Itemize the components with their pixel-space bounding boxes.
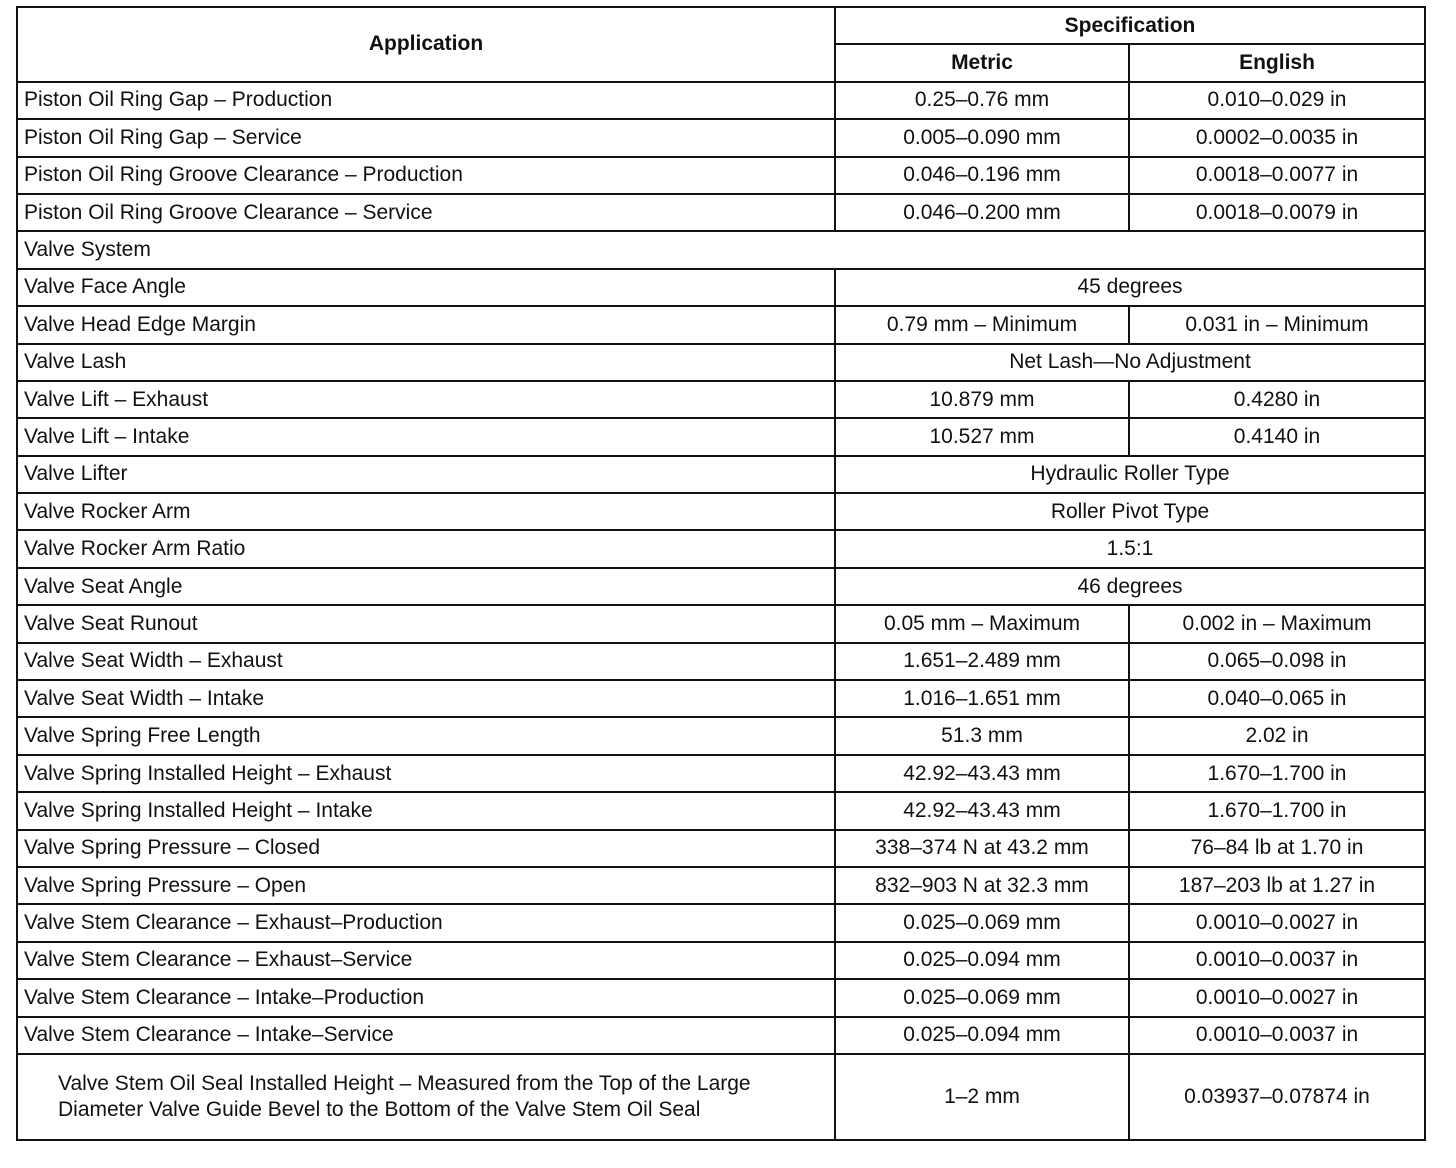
english-cell: 0.03937–0.07874 in (1129, 1054, 1425, 1140)
english-cell: 2.02 in (1129, 717, 1425, 754)
english-cell: 187–203 lb at 1.27 in (1129, 867, 1425, 904)
english-cell: 0.0010–0.0037 in (1129, 942, 1425, 979)
application-cell: Valve Lift – Intake (17, 418, 835, 455)
metric-cell: 0.025–0.069 mm (835, 904, 1129, 941)
metric-cell: 10.527 mm (835, 418, 1129, 455)
combined-spec-cell: Roller Pivot Type (835, 493, 1425, 530)
application-cell: Valve Spring Installed Height – Exhaust (17, 755, 835, 792)
table-row (17, 418, 1425, 455)
application-cell: Valve Seat Width – Exhaust (17, 643, 835, 680)
application-cell: Valve Stem Oil Seal Installed Height – Measured from the Top of the Large Diameter Valve Guide Bevel to the Bottom of the Valve Stem Oil Seal (17, 1054, 835, 1140)
metric-cell: 0.05 mm – Maximum (835, 605, 1129, 642)
application-cell: Valve Lifter (17, 456, 835, 493)
english-cell: 0.0018–0.0079 in (1129, 194, 1425, 231)
combined-spec-cell: 46 degrees (835, 568, 1425, 605)
table-row (17, 979, 1425, 1016)
application-cell: Valve Stem Clearance – Intake–Production (17, 979, 835, 1016)
table-row (17, 792, 1425, 829)
english-cell: 1.670–1.700 in (1129, 755, 1425, 792)
table-row (17, 904, 1425, 941)
metric-cell: 0.046–0.196 mm (835, 157, 1129, 194)
metric-cell: 832–903 N at 32.3 mm (835, 867, 1129, 904)
english-cell: 0.040–0.065 in (1129, 680, 1425, 717)
english-cell: 0.031 in – Minimum (1129, 306, 1425, 343)
specification-header: Specification (835, 7, 1425, 44)
metric-cell: 42.92–43.43 mm (835, 792, 1129, 829)
metric-cell: 0.025–0.094 mm (835, 942, 1129, 979)
application-cell: Valve Stem Clearance – Intake–Service (17, 1017, 835, 1054)
english-cell: 0.002 in – Maximum (1129, 605, 1425, 642)
section-row (17, 231, 1425, 268)
english-cell: 0.0010–0.0027 in (1129, 904, 1425, 941)
english-cell: 0.010–0.029 in (1129, 82, 1425, 119)
application-cell: Piston Oil Ring Gap – Production (17, 82, 835, 119)
table-row (17, 157, 1425, 194)
english-cell: 0.4140 in (1129, 418, 1425, 455)
table-row (17, 456, 1425, 493)
table-row (17, 1017, 1425, 1054)
application-cell: Valve Rocker Arm Ratio (17, 530, 835, 567)
metric-cell: 0.79 mm – Minimum (835, 306, 1129, 343)
specification-table (16, 6, 1426, 1141)
metric-cell: 0.25–0.76 mm (835, 82, 1129, 119)
application-cell: Piston Oil Ring Gap – Service (17, 119, 835, 156)
metric-cell: 42.92–43.43 mm (835, 755, 1129, 792)
metric-cell: 1–2 mm (835, 1054, 1129, 1140)
application-cell: Valve Spring Pressure – Open (17, 867, 835, 904)
table-row (17, 82, 1425, 119)
metric-cell: 1.651–2.489 mm (835, 643, 1129, 680)
table-row (17, 605, 1425, 642)
metric-cell: 0.025–0.069 mm (835, 979, 1129, 1016)
application-cell: Piston Oil Ring Groove Clearance – Production (17, 157, 835, 194)
table-row (17, 568, 1425, 605)
application-cell: Valve Seat Angle (17, 568, 835, 605)
application-header: Application (17, 7, 835, 82)
metric-cell: 10.879 mm (835, 381, 1129, 418)
table-row (17, 269, 1425, 306)
table-row (17, 867, 1425, 904)
metric-cell: 0.046–0.200 mm (835, 194, 1129, 231)
table-row (17, 830, 1425, 867)
application-cell: Valve Seat Runout (17, 605, 835, 642)
table-row (17, 381, 1425, 418)
table-row (17, 194, 1425, 231)
table-row (17, 1054, 1425, 1140)
table-row (17, 643, 1425, 680)
english-cell: 1.670–1.700 in (1129, 792, 1425, 829)
english-cell: 0.0010–0.0027 in (1129, 979, 1425, 1016)
table-row (17, 717, 1425, 754)
section-label: Valve System (17, 231, 1425, 268)
application-cell: Valve Stem Clearance – Exhaust–Service (17, 942, 835, 979)
table-row (17, 344, 1425, 381)
metric-cell: 51.3 mm (835, 717, 1129, 754)
table-row (17, 530, 1425, 567)
metric-cell: 1.016–1.651 mm (835, 680, 1129, 717)
application-cell: Piston Oil Ring Groove Clearance – Service (17, 194, 835, 231)
metric-cell: 0.005–0.090 mm (835, 119, 1129, 156)
metric-cell: 0.025–0.094 mm (835, 1017, 1129, 1054)
combined-spec-cell: 1.5:1 (835, 530, 1425, 567)
english-cell: 76–84 lb at 1.70 in (1129, 830, 1425, 867)
english-cell: 0.0018–0.0077 in (1129, 157, 1425, 194)
specification-rows (17, 82, 1425, 1140)
table-row (17, 306, 1425, 343)
english-cell: 0.0002–0.0035 in (1129, 119, 1425, 156)
application-cell: Valve Rocker Arm (17, 493, 835, 530)
application-cell: Valve Spring Installed Height – Intake (17, 792, 835, 829)
application-cell: Valve Spring Free Length (17, 717, 835, 754)
metric-cell: 338–374 N at 43.2 mm (835, 830, 1129, 867)
table-row (17, 493, 1425, 530)
application-cell: Valve Stem Clearance – Exhaust–Production (17, 904, 835, 941)
table-row (17, 755, 1425, 792)
table-row (17, 680, 1425, 717)
application-cell: Valve Seat Width – Intake (17, 680, 835, 717)
english-cell: 0.065–0.098 in (1129, 643, 1425, 680)
english-header: English (1129, 44, 1425, 81)
application-cell: Valve Spring Pressure – Closed (17, 830, 835, 867)
combined-spec-cell: 45 degrees (835, 269, 1425, 306)
table-row (17, 942, 1425, 979)
combined-spec-cell: Net Lash—No Adjustment (835, 344, 1425, 381)
application-cell: Valve Lift – Exhaust (17, 381, 835, 418)
metric-header: Metric (835, 44, 1129, 81)
english-cell: 0.4280 in (1129, 381, 1425, 418)
application-cell: Valve Lash (17, 344, 835, 381)
table-row (17, 119, 1425, 156)
english-cell: 0.0010–0.0037 in (1129, 1017, 1425, 1054)
combined-spec-cell: Hydraulic Roller Type (835, 456, 1425, 493)
application-cell: Valve Face Angle (17, 269, 835, 306)
application-cell: Valve Head Edge Margin (17, 306, 835, 343)
